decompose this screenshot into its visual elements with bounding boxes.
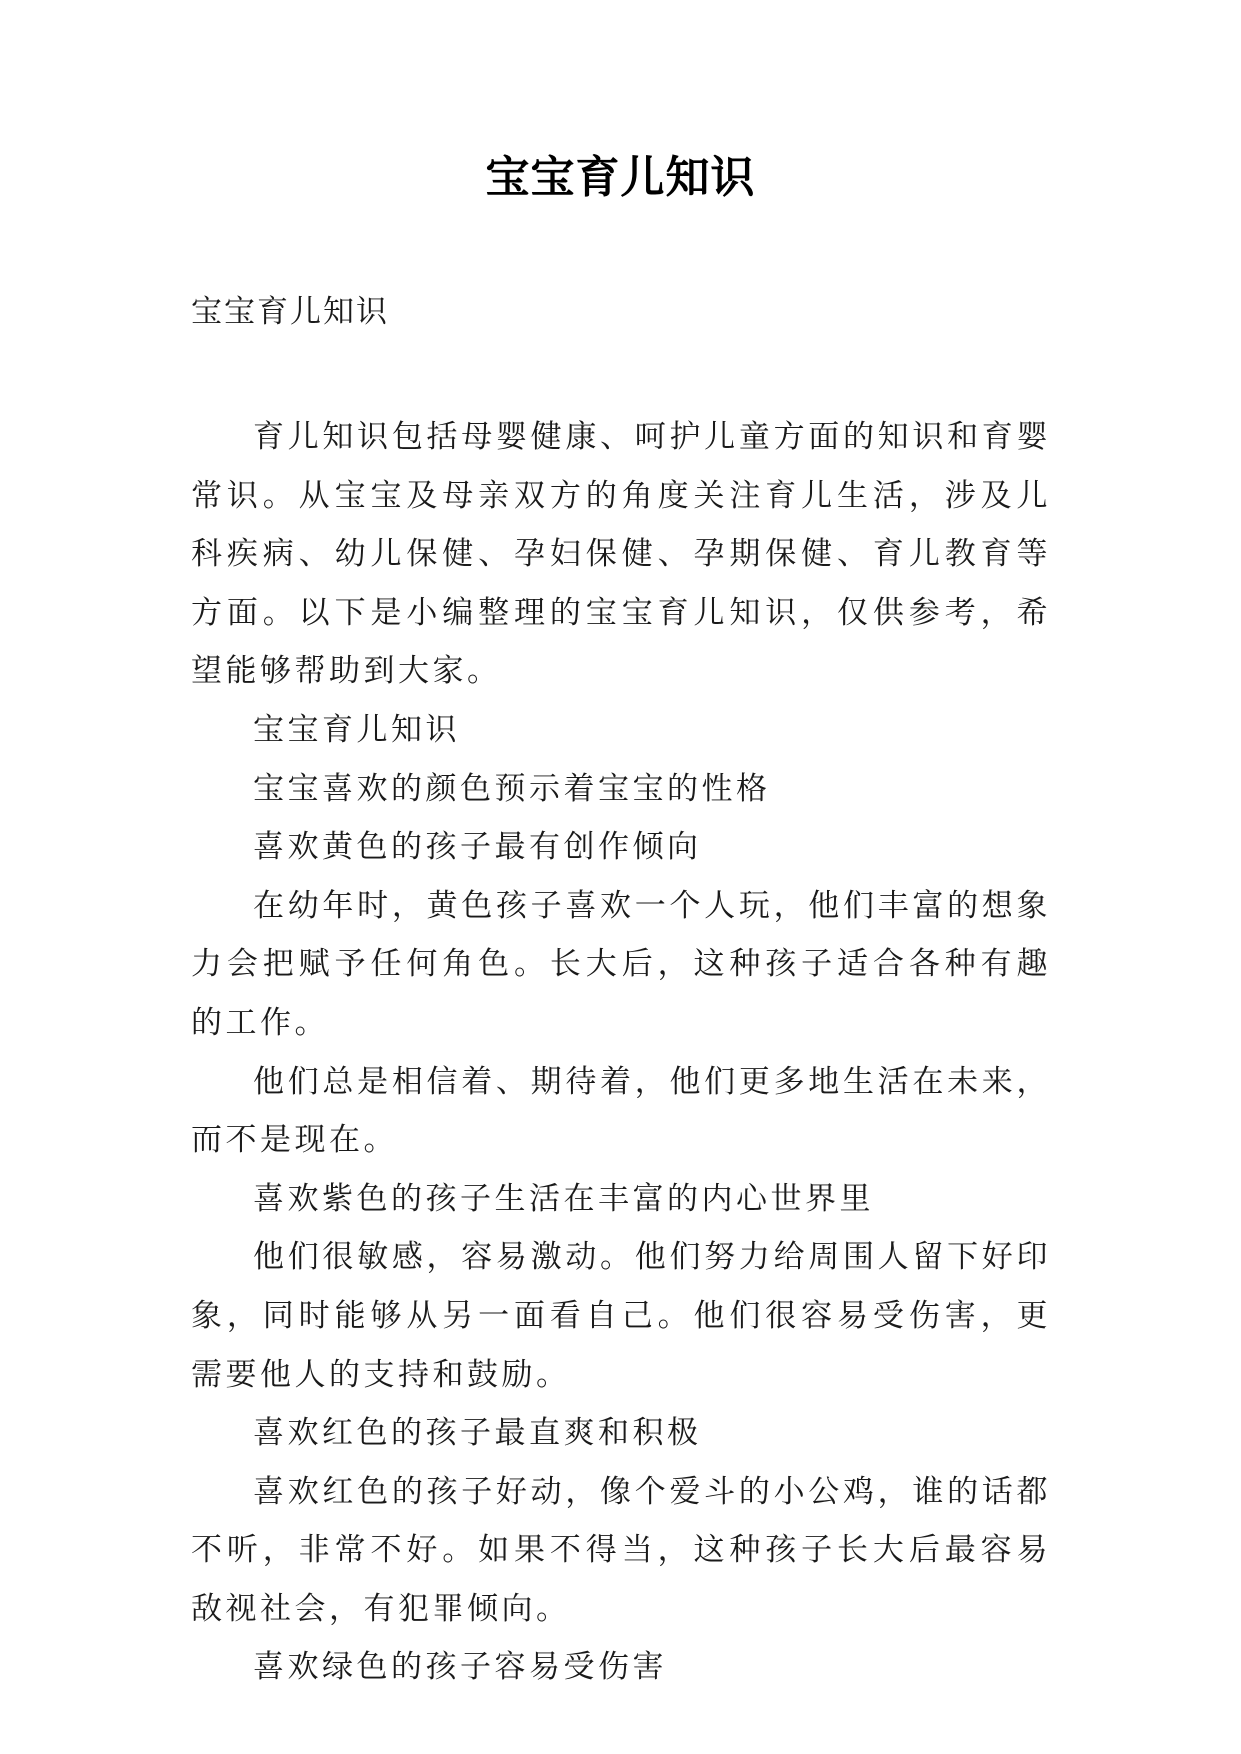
paragraph: 他们总是相信着、期待着，他们更多地生活在未来，而不是现在。 [191, 1063, 1051, 1159]
section-heading: 喜欢红色的孩子最直爽和积极 [253, 1415, 702, 1452]
section-heading: 喜欢黄色的孩子最有创作倾向 [253, 829, 702, 866]
paragraph: 喜欢红色的孩子好动，像个爱斗的小公鸡，谁的话都不听，非常不好。如果不得当，这种孩子长大后最容易敌视社会，有犯罪倾向。 [191, 1473, 1051, 1627]
section-heading: 宝宝喜欢的颜色预示着宝宝的性格 [253, 770, 771, 807]
paragraph: 他们很敏感，容易激动。他们努力给周围人留下好印象，同时能够从另一面看自己。他们很容易受伤害，更需要他人的支持和鼓励。 [191, 1239, 1051, 1393]
section-heading: 喜欢紫色的孩子生活在丰富的内心世界里 [253, 1180, 874, 1217]
section-heading: 宝宝育儿知识 [253, 711, 460, 748]
document-body [191, 408, 1051, 1697]
document-subtitle: 宝宝育儿知识 [191, 294, 389, 330]
section-heading: 喜欢绿色的孩子容易受伤害 [253, 1649, 667, 1686]
document-title: 宝宝育儿知识 [485, 152, 756, 203]
paragraph: 在幼年时，黄色孩子喜欢一个人玩，他们丰富的想象力会把赋予任何角色。长大后，这种孩子适合各种有趣的工作。 [191, 887, 1051, 1041]
paragraph: 育儿知识包括母婴健康、呵护儿童方面的知识和育婴常识。从宝宝及母亲双方的角度关注育儿生活，涉及儿科疾病、幼儿保健、孕妇保健、孕期保健、育儿教育等方面。以下是小编整理的宝宝育儿知识，仅供参考，希望能够帮助到大家。 [191, 419, 1051, 690]
